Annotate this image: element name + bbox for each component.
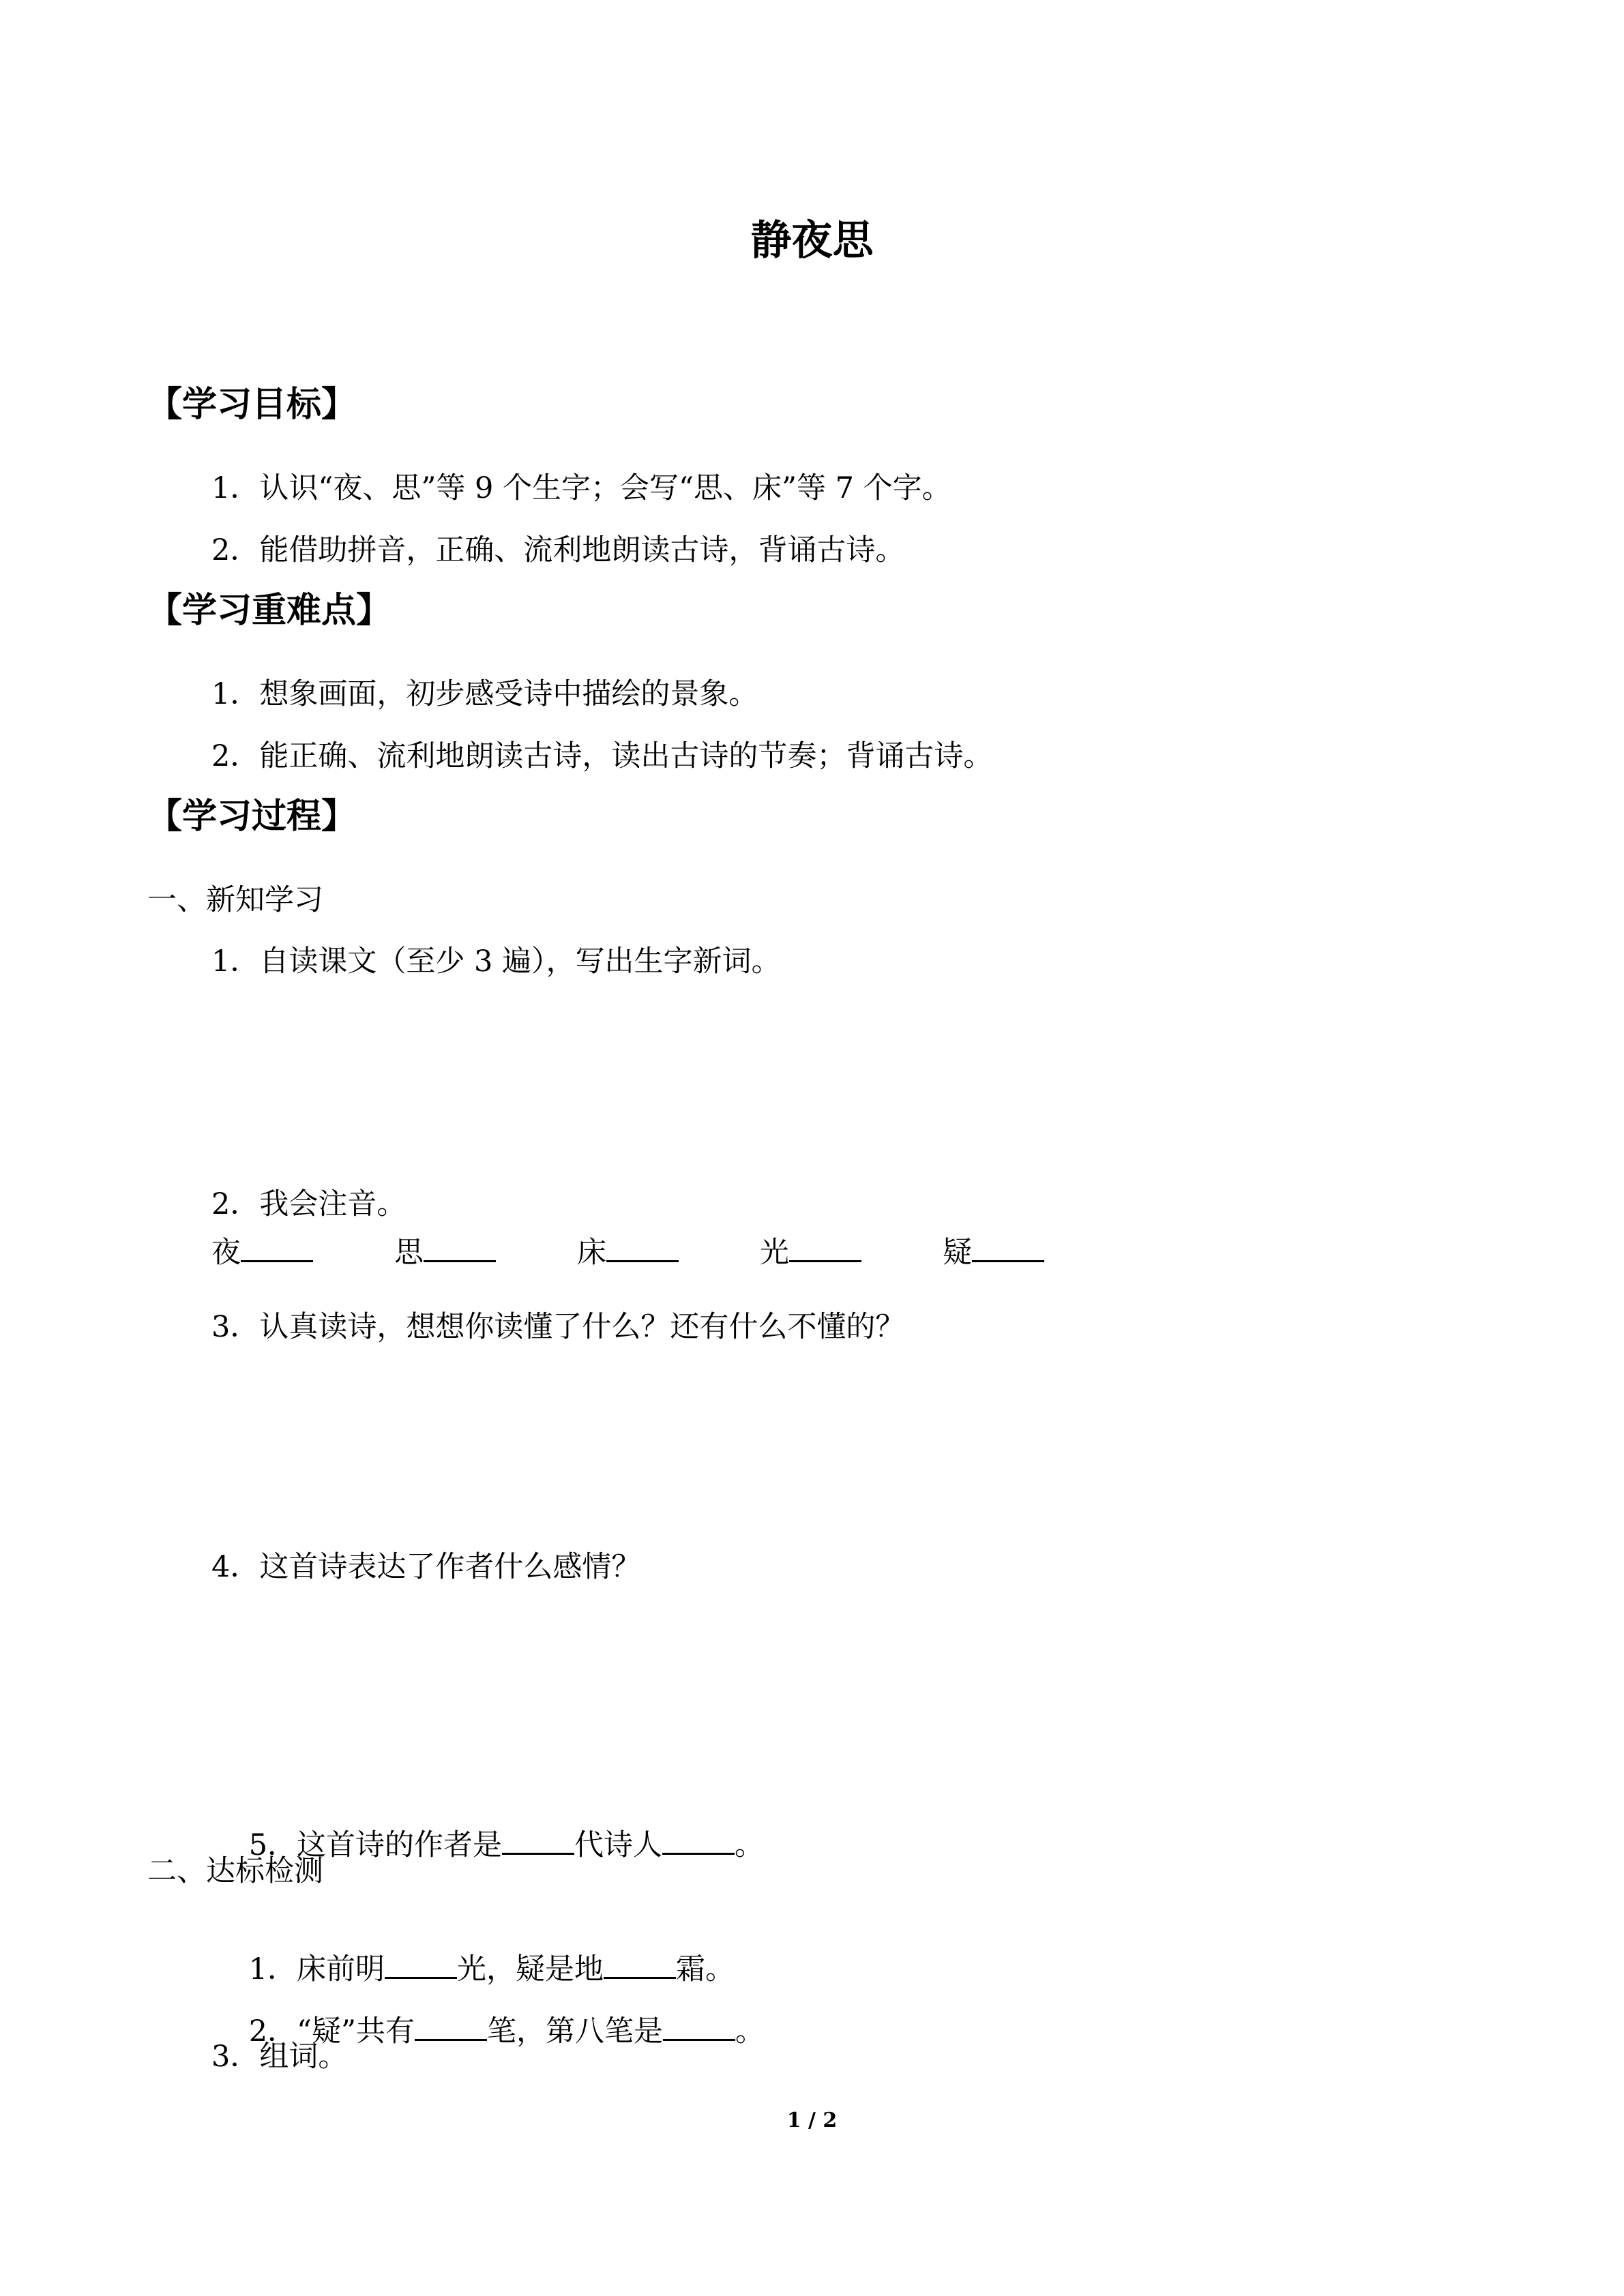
pinyin-char: 夜: [211, 1236, 241, 1270]
pinyin-item: [394, 1234, 496, 1270]
section-heading-process: 【学习过程】: [147, 796, 357, 837]
section-heading-objectives: 【学习目标】: [147, 385, 357, 425]
key-point-item-1: 1．想象画面，初步感受诗中描绘的景象。: [211, 677, 758, 711]
pinyin-blank[interactable]: [789, 1234, 861, 1262]
pinyin-item: [577, 1234, 679, 1270]
pinyin-char: 光: [760, 1236, 789, 1270]
p2q1-blank-2[interactable]: [604, 1951, 676, 1979]
pinyin-blank[interactable]: [424, 1234, 496, 1262]
p2q2-blank-1[interactable]: [415, 2013, 487, 2041]
pinyin-char: 床: [577, 1236, 606, 1270]
objective-item-1: 1．认识“夜、思”等 9 个生字；会写“思、床”等 7 个字。: [211, 471, 951, 505]
objective-item-2: 2．能借助拼音，正确、流利地朗读古诗，背诵古诗。: [211, 533, 905, 567]
q5-text-b: 代诗人: [574, 1828, 663, 1862]
pinyin-blank[interactable]: [241, 1234, 313, 1262]
page-title: 静夜思: [750, 217, 874, 265]
q5-blank-poet[interactable]: [662, 1827, 735, 1855]
p2q2-blank-2[interactable]: [663, 2013, 735, 2041]
part1-question-4: 4．这首诗表达了作者什么感情？: [211, 1550, 641, 1584]
part2-label: 二、达标检测: [147, 1854, 323, 1888]
part1-question-2: 2．我会注音。: [211, 1187, 407, 1221]
pinyin-blank[interactable]: [606, 1234, 679, 1262]
q5-blank-dynasty[interactable]: [502, 1827, 574, 1855]
pinyin-blank[interactable]: [972, 1234, 1044, 1262]
q5-text-c: 。: [735, 1828, 765, 1862]
pinyin-char: 思: [394, 1236, 424, 1270]
p2q1-text-b: 光，疑是地: [457, 1952, 604, 1986]
pinyin-item: [760, 1234, 861, 1270]
p2q2-text-b: 笔，第八笔是: [487, 2014, 664, 2048]
p2q2-text-c: 。: [735, 2014, 765, 2048]
pinyin-item: [211, 1234, 313, 1270]
q5-text-a: 5．这首诗的作者是: [248, 1828, 503, 1862]
p2q1-text-c: 霜。: [676, 1952, 735, 1986]
key-point-item-2: 2．能正确、流利地朗读古诗，读出古诗的节奏；背诵古诗。: [211, 739, 993, 773]
part2-question-3: 3．组词。: [211, 2040, 348, 2074]
p2q1-blank-1[interactable]: [385, 1951, 457, 1979]
page-number: 1 / 2: [786, 2108, 838, 2132]
part1-question-3: 3．认真读诗，想想你读懂了什么？还有什么不懂的？: [211, 1310, 905, 1344]
p2q2-text-a: 2．“疑”共有: [248, 2014, 415, 2048]
pinyin-item: [943, 1234, 1044, 1270]
p2q1-text-a: 1．床前明: [248, 1952, 385, 1986]
part1-question-1: 1．自读课文（至少 3 遍），写出生字新词。: [211, 944, 781, 979]
pinyin-char: 疑: [943, 1236, 972, 1270]
section-heading-key-points: 【学习重难点】: [147, 591, 392, 631]
part1-label: 一、新知学习: [147, 883, 323, 917]
